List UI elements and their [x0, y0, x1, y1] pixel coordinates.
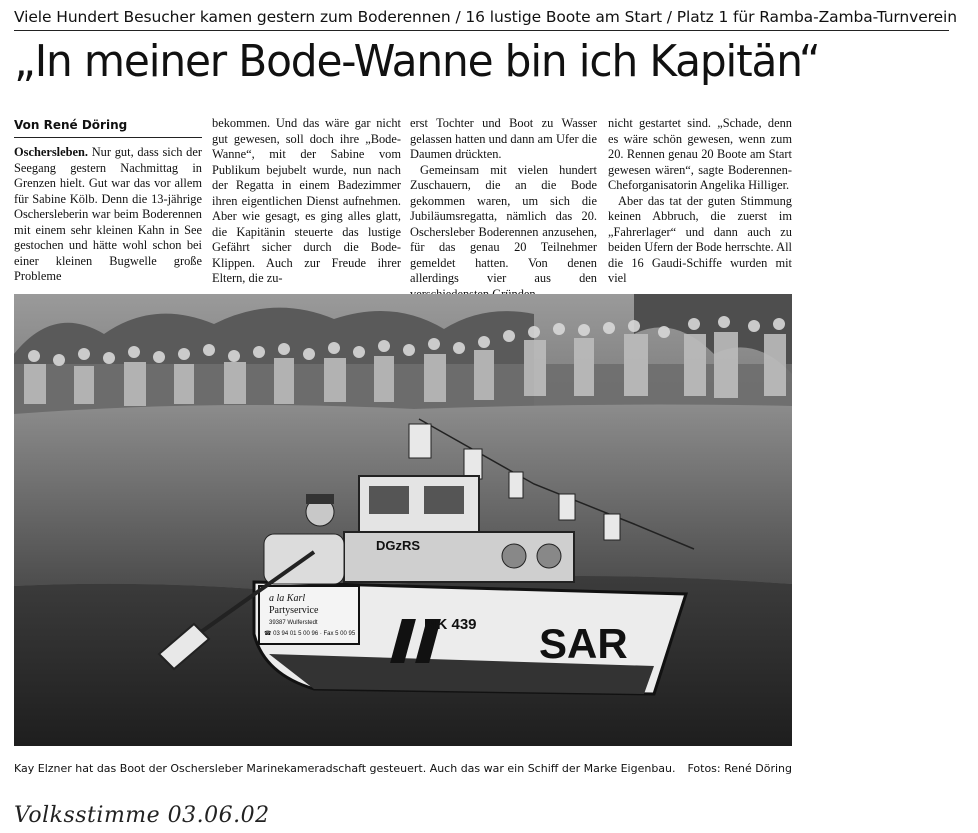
article-column-4	[608, 116, 792, 288]
dateline: Oschersleben.	[14, 145, 88, 159]
article-column-2	[212, 116, 401, 288]
paragraph-4a: nicht gestartet sind. „Schade, denn es wäre schön gewesen, wenn zum 20. Rennen genau 20 Boote am Start gewesen wären“, sagte Boderennen-Cheforganisatorin Angelika Hilliger.	[608, 116, 792, 192]
boat-number: MK 439	[424, 616, 477, 633]
paragraph-3a: erst Tochter und Boot zu Wasser gelassen hatten und dann am Ufer die Daumen drückten.	[410, 116, 597, 161]
headline: „In meiner Bode-Wanne bin ich Kapitän“	[14, 36, 820, 87]
paragraph-1-text: Nur gut, dass sich der Seegang gestern Nachmittag in Grenzen hielt. Gut war das vor allem für Sabine Kölb. Denn die 13-jährige Oschersleberin war beim Boderennen mit einem sehr kleinen Kahn in See gestochen und hätte wohl schon bei einer kleinen Bugwelle große Probleme	[14, 145, 202, 283]
photo-illustration	[14, 294, 792, 746]
sponsor-sign	[259, 586, 359, 644]
paragraph-2: bekommen. Und das wäre gar nicht gut gewesen, soll doch ihre „Bode-Wanne“, mit der Sabine vom Publikum bejubelt wurde, nun nach der Regatta in einem Badezimmer ihren eigentlichen Dienst aufnehmen. Aber wie gesagt, es ging alles glatt, die Kapitänin steuerte das lustige Gefährt sicher durch die Bode-Klippen. Auch zur Freude ihrer Eltern, die zu-	[212, 116, 401, 285]
article-column-1	[14, 145, 202, 287]
sign-line-1: a la Karl	[269, 593, 306, 604]
photo-caption: Kay Elzner hat das Boot der Oschersleber Marinekameradschaft gesteuert. Auch das war ein Schiff der Marke Eigenbau.	[14, 762, 676, 775]
boat-mark: SAR	[539, 620, 628, 667]
boat-name: DGzRS	[376, 538, 421, 553]
paragraph-4b: Aber das tat der guten Stimmung keinen Abbruch, die zuerst im „Fahrerlager“ und dann auch zu beiden Ufern der Bode herrschte. All die 16 Gaudi-Schiffe wurden mit viel	[608, 193, 792, 285]
article-column-3	[410, 116, 597, 288]
article-photo	[14, 294, 792, 746]
handwritten-source-note	[12, 798, 270, 830]
byline: Von René Döring	[14, 118, 202, 138]
paragraph-3b: Gemeinsam mit vielen hundert Zuschauern, die an die Bode gekommen waren, um sich die Jubiläumsregatta, nämlich das 20. Oschersleber Boderennen anzusehen, für das genau 20 Teilnehmer gemeldet hatten. Von denen allerdings vier aus den	[410, 162, 597, 285]
sign-line-4: ☎ 03 94 01 5 00 96 · Fax 5 00 95	[264, 631, 356, 637]
sign-line-3: 39387 Wulferstedt	[269, 620, 318, 626]
photo-credit: Fotos: René Döring	[687, 762, 792, 775]
kicker-subheadline: Viele Hundert Besucher kamen gestern zum Boderennen / 16 lustige Boote am Start / Platz 1 für Ramba-Zamba-Turnverein	[14, 8, 949, 31]
sign-line-2: Partyservice	[269, 605, 319, 616]
paragraph-1	[14, 145, 202, 285]
source-note-text: Volksstimme 03.06.02	[14, 803, 270, 828]
